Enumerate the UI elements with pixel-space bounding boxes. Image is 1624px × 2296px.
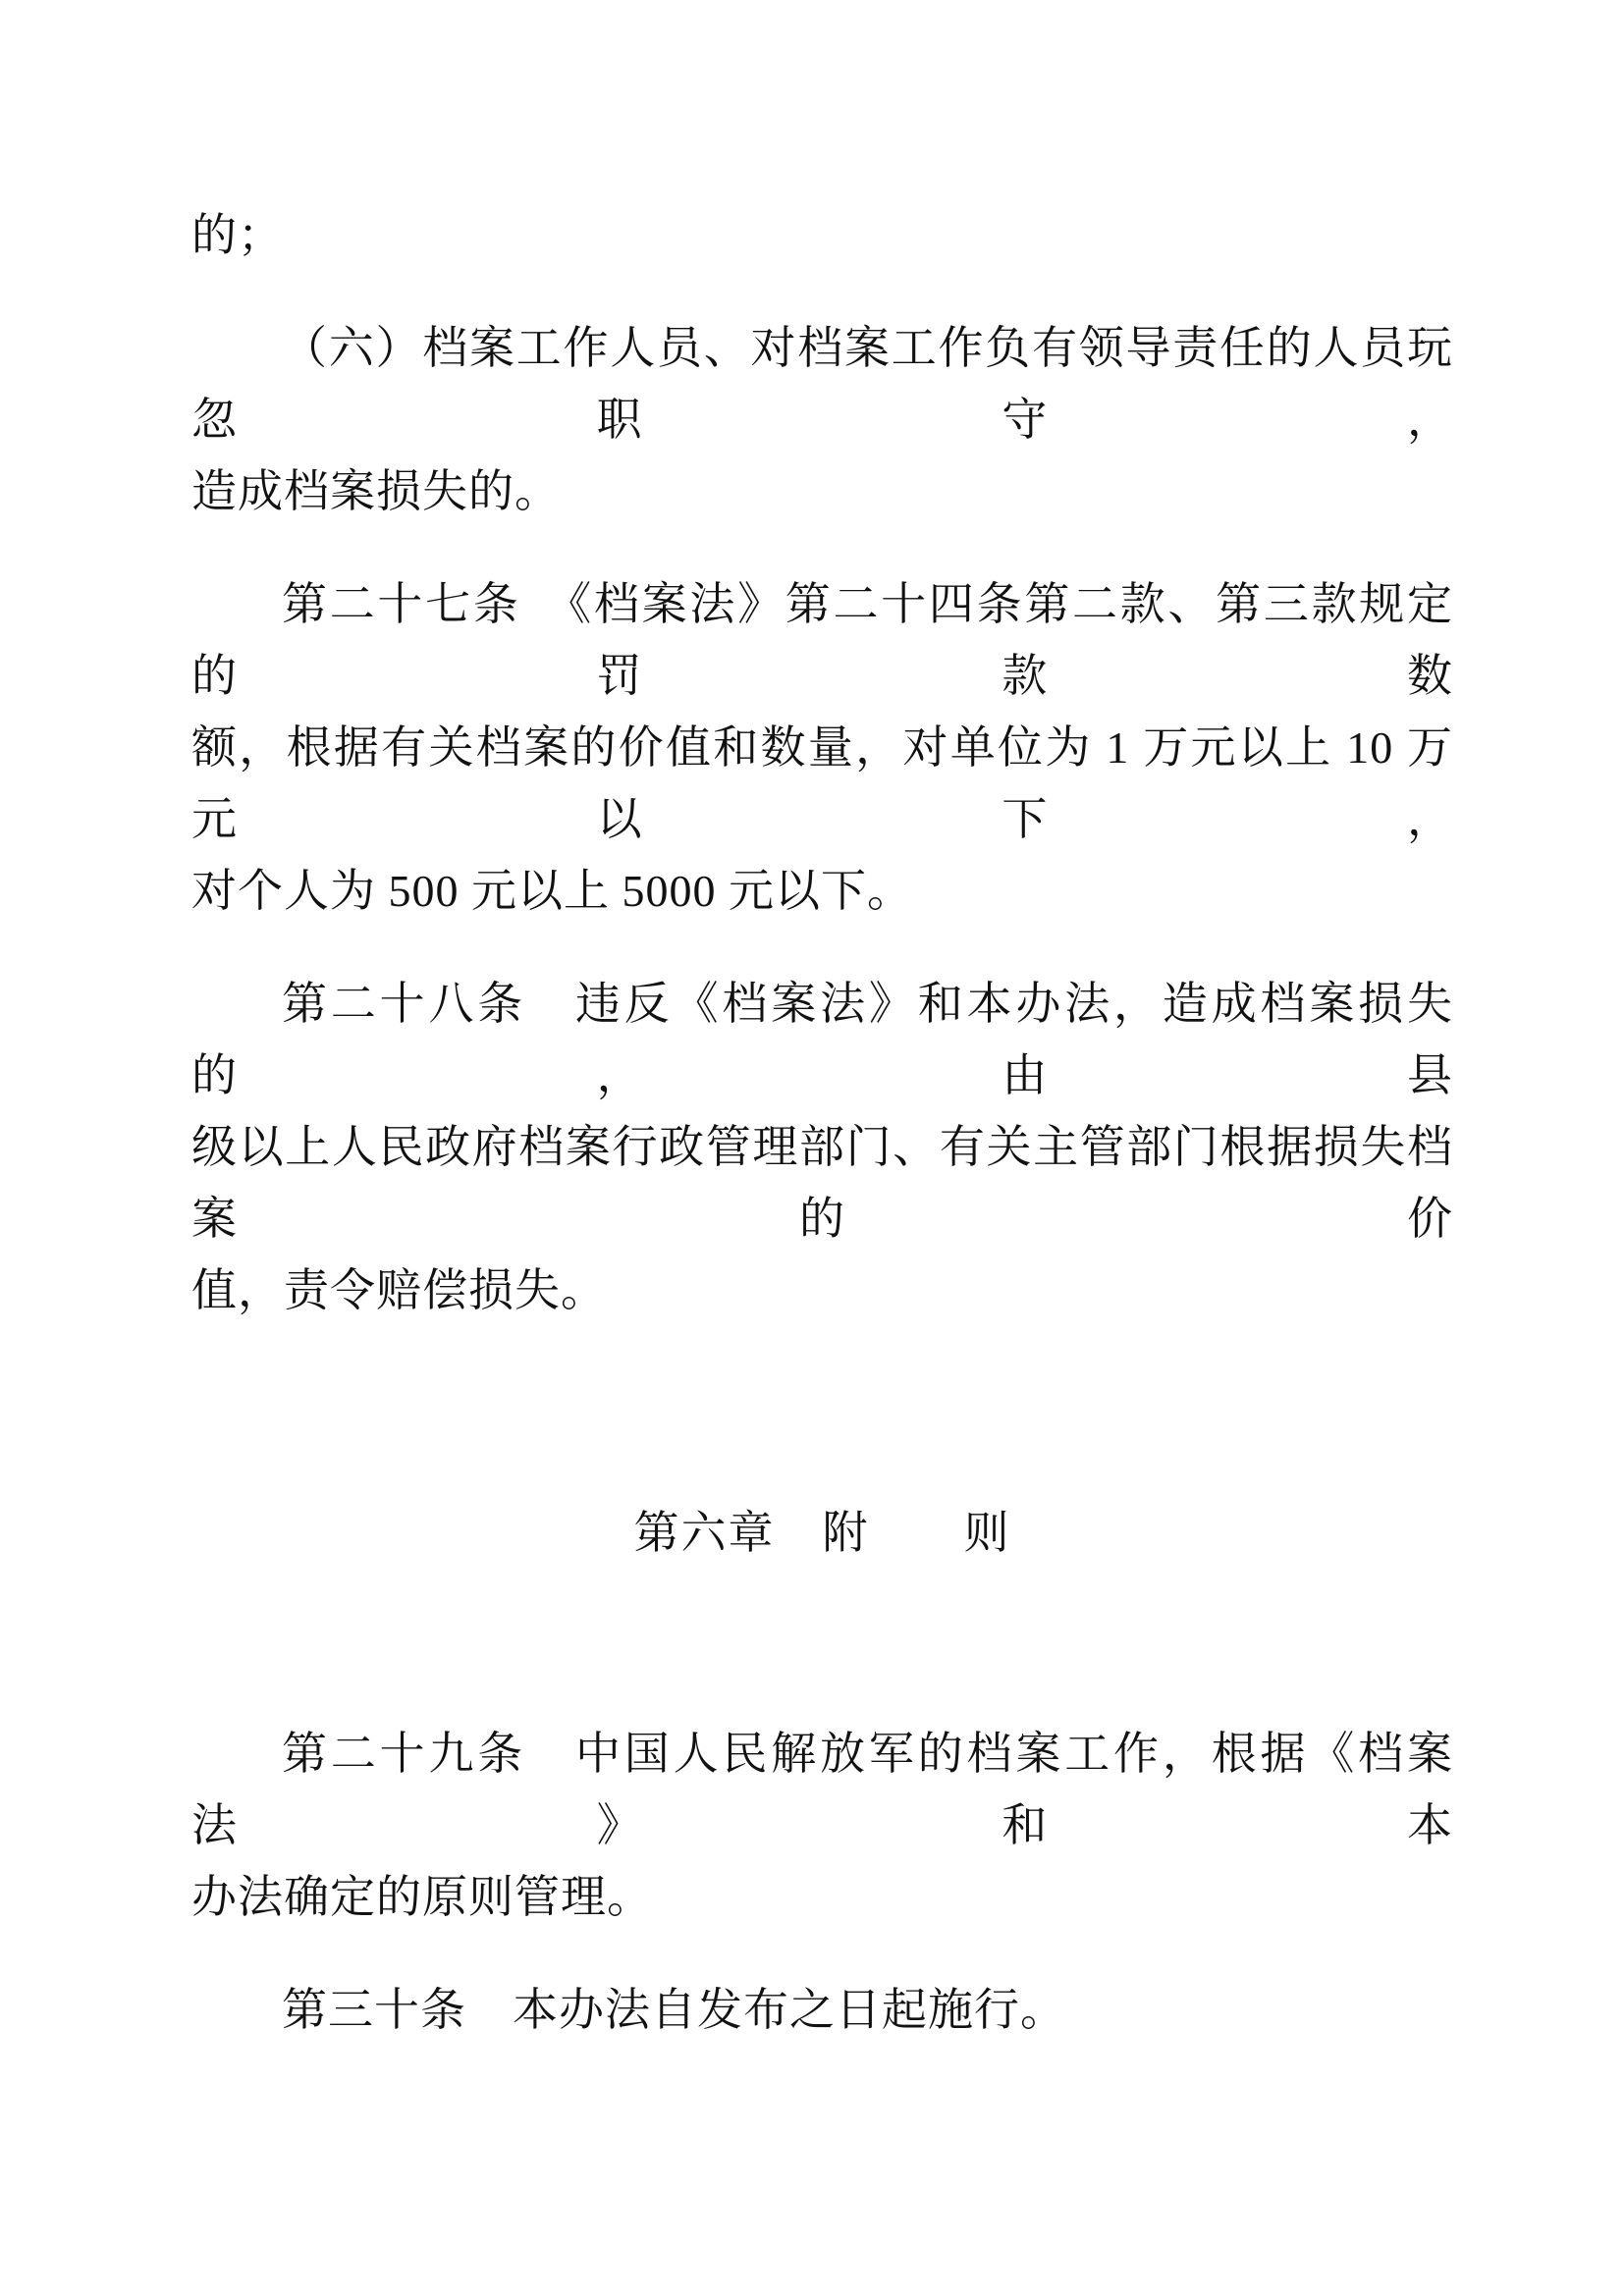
text-line: 级以上人民政府档案行政管理部门、有关主管部门根据损失档案的价 bbox=[191, 1122, 1453, 1244]
text-line: 第二十九条 中国人民解放军的档案工作，根据《档案法》和本 bbox=[191, 1729, 1453, 1850]
text-line: （六）档案工作人员、对档案工作负有领导责任的人员玩忽职守， bbox=[191, 323, 1453, 445]
document-body bbox=[191, 199, 1453, 2087]
paragraph-item-6 bbox=[191, 312, 1453, 527]
paragraph-article-28 bbox=[191, 968, 1453, 1326]
text-line: 第三十条 本办法自发布之日起施行。 bbox=[282, 1985, 1066, 2035]
text-line: 对个人为 500 元以上 5000 元以下。 bbox=[191, 866, 913, 916]
text-line: 额，根据有关档案的价值和数量，对单位为 1 万元以上 10 万元以下， bbox=[191, 722, 1454, 844]
text-line: 第二十八条 违反《档案法》和本办法，造成档案损失的，由县 bbox=[191, 979, 1453, 1100]
paragraph-article-29 bbox=[191, 1718, 1453, 1933]
paragraph-clause-6-tail bbox=[191, 199, 1453, 271]
text-line: 造成档案损失的。 bbox=[191, 466, 561, 516]
text-line: 办法确定的原则管理。 bbox=[191, 1872, 653, 1922]
text-line: 第二十七条 《档案法》第二十四条第二款、第三款规定的罚款数 bbox=[191, 579, 1453, 701]
chapter-heading: 第六章 附 则 bbox=[633, 1508, 1011, 1558]
paragraph-article-30 bbox=[191, 1974, 1453, 2046]
paragraph-article-27 bbox=[191, 568, 1453, 927]
text-line: 值，责令赔偿损失。 bbox=[191, 1265, 607, 1315]
text-line: 的； bbox=[191, 210, 284, 260]
